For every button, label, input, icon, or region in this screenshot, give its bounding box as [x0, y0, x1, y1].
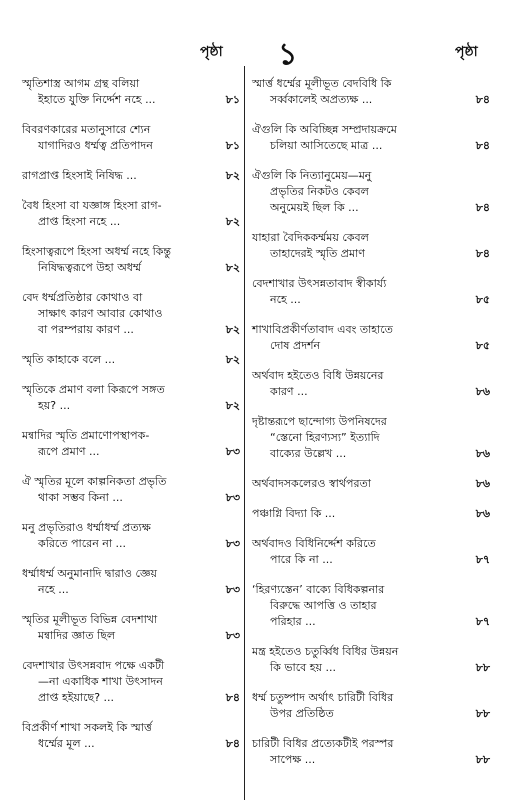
toc-entry-line: স্মৃতির মূলীভূত বিভিন্ন বেদশাখা	[22, 613, 158, 626]
toc-entry-line: যাগাদিরও ধর্ম্মত্ব প্রতিপাদন	[38, 139, 153, 152]
page-number: ১	[278, 37, 298, 72]
toc-entry-line: পরিহার ...	[270, 615, 316, 628]
toc-entry-text	[252, 414, 492, 462]
toc-entry	[252, 368, 492, 400]
toc-page-number: ৮৪	[225, 737, 240, 750]
toc-entry	[22, 428, 242, 460]
toc-page-number: ৮২	[225, 215, 240, 228]
right-column	[252, 62, 492, 768]
toc-page-number: ৮৬	[475, 447, 490, 460]
toc-page-number: ৮৮	[475, 707, 490, 720]
left-column	[22, 62, 242, 752]
toc-entry-line: যাহারা বৈদিককর্ম্মময় কেবল	[252, 231, 369, 244]
toc-entry-line: রাগপ্রাপ্ত হিংসাই নিষিদ্ধ ...	[22, 169, 137, 182]
toc-entry	[252, 322, 492, 354]
toc-page-number: ৮৫	[475, 293, 490, 306]
toc-entry-text	[22, 658, 242, 706]
toc-entry-line: বিপ্রকীর্ণ শাখা সকলই কি স্মার্ত্ত	[22, 721, 152, 734]
toc-entry-line: ঐগুলি কি নিত্যানুমেয়—মনু	[252, 169, 372, 182]
toc-page-number: ৮৩	[225, 491, 240, 504]
toc-entry	[252, 582, 492, 630]
toc-entry-line: নিষিদ্ধত্বরূপে উহা অধর্ম্ম	[38, 261, 142, 274]
toc-page-number: ৮৪	[475, 201, 490, 214]
toc-entry-line: অর্থবাদসকলেরও স্বার্থপরতা	[252, 477, 371, 490]
toc-entry-line: অর্থবাদ হইতেও বিধি উন্নয়নের	[252, 369, 384, 382]
toc-entry-text	[22, 76, 242, 108]
toc-entry-text	[22, 168, 242, 184]
toc-entry-line: করিতে পারেন না ...	[38, 537, 126, 550]
toc-entry-text	[22, 352, 242, 368]
toc-entry	[252, 644, 492, 676]
toc-entry-line: বিবরণকারের মতানুসারে শ্যেন	[22, 123, 151, 136]
toc-entry-line: চলিয়া আসিতেছে মাত্র ...	[270, 139, 383, 152]
toc-entry-line: ধর্ম্ম চতুষ্পাদ অর্থাৎ চারিটী বিধির	[252, 691, 394, 704]
toc-entry-line: ‘হিরণ্যস্তেন’ বাক্যে বিধিকল্পনার	[252, 583, 385, 596]
toc-entry	[22, 474, 242, 506]
toc-entry-line: মন্ত্র হইতেও চতুর্ব্বিধ বিধির উন্নয়ন	[252, 645, 399, 658]
page-header	[0, 30, 510, 72]
toc-page-number: ৮২	[225, 261, 240, 274]
toc-entry	[252, 736, 492, 768]
toc-entry-line: সর্ব্বকালেই অপ্রত্যক্ষ ...	[270, 93, 373, 106]
toc-page-number: ৮৩	[225, 629, 240, 642]
toc-entry-line: চারিটী বিধির প্রত্যেকটীই পরস্পর	[252, 737, 394, 750]
toc-entry-text	[22, 566, 242, 598]
left-page-label: পৃষ্ঠা	[200, 44, 223, 60]
toc-entry-text	[22, 198, 242, 230]
toc-entry	[22, 520, 242, 552]
toc-entry-line: ধর্ম্মের মূল ...	[38, 737, 95, 750]
toc-entry-line: ঐগুলি কি অবিচ্ছিন্ন সম্প্রদায়ক্রমে	[252, 123, 397, 136]
toc-page-number: ৮২	[225, 323, 240, 336]
toc-entry-line: মন্বাদির জ্ঞাত ছিল	[38, 629, 116, 642]
toc-page-number: ৮৪	[475, 247, 490, 260]
toc-entry-line: বিরুদ্ধে আপত্তি ও তাহার	[270, 599, 377, 612]
toc-entry-line: প্রভৃতির নিকটও কেবল	[270, 185, 369, 198]
toc-entry-line: বাক্যের উল্লেখ ...	[270, 447, 347, 460]
toc-entry	[252, 122, 492, 154]
toc-entry-line: কারণ ...	[270, 385, 308, 398]
toc-entry	[22, 720, 242, 752]
toc-page-number: ৮১	[225, 139, 240, 152]
toc-entry-line: —না একাধিক শাখা উৎসাদন	[38, 675, 163, 688]
toc-entry-line: হিংসাত্বরূপে হিংসা অধর্ম্ম নহে কিন্তু	[22, 245, 171, 258]
toc-entry-line: হয়? ...	[38, 399, 71, 412]
toc-entry-text	[252, 168, 492, 216]
toc-entry-line: নহে ...	[38, 583, 69, 596]
toc-page-number: ৮২	[225, 169, 240, 182]
toc-entry-text	[22, 612, 242, 644]
right-page-label: পৃষ্ঠা	[455, 44, 478, 60]
toc-entry-line: সাক্ষাৎ কারণ আবার কোথাও	[38, 307, 163, 320]
toc-entry-line: ধর্ম্মাধর্ম্ম অনুমানাদি দ্বারাও জ্ঞেয়	[22, 567, 157, 580]
toc-entry-line: বেদ ধর্ম্মপ্রতিষ্ঠার কোথাও বা	[22, 291, 143, 304]
toc-entry	[22, 122, 242, 154]
toc-entry-text	[22, 382, 242, 414]
toc-entry-line: মন্বাদির স্মৃতি প্রমাণোপস্থাপক-	[22, 429, 150, 442]
toc-entry	[252, 476, 492, 492]
toc-entry	[22, 658, 242, 706]
toc-entry	[22, 612, 242, 644]
toc-entry	[22, 76, 242, 108]
toc-page-number: ৮৪	[475, 139, 490, 152]
toc-entry	[22, 382, 242, 414]
toc-entry	[252, 690, 492, 722]
toc-entry-text	[252, 276, 492, 308]
toc-entry-text	[252, 368, 492, 400]
toc-entry-line: বেদশাখার উৎসন্নতাবাদ স্বীকার্য্য	[252, 277, 387, 290]
toc-entry-line: কি ভাবে হয় ...	[270, 661, 337, 674]
toc-entry	[252, 230, 492, 262]
toc-entry-line: স্মৃতিশাস্ত্র আগম গ্রন্থ বলিয়া	[22, 77, 140, 90]
toc-entry-text	[252, 536, 492, 568]
toc-entry-line: শাখাবিপ্রকীর্ণতাবাদ এবং তাহাতে	[252, 323, 393, 336]
toc-entry	[22, 352, 242, 368]
toc-entry-line: প্রাপ্ত হইয়াছে? ...	[38, 691, 115, 704]
toc-entry-line: তাহাদেরই স্মৃতি প্রমাণ	[270, 247, 365, 260]
toc-entry-text	[252, 582, 492, 630]
toc-page-number: ৮১	[225, 93, 240, 106]
toc-page-number: ৮৪	[225, 691, 240, 704]
toc-entry-line: বৈধ হিংসা বা যজ্ঞাঙ্গ হিংসা রাগ-	[22, 199, 162, 212]
toc-entry-line: বা পরম্পরায় কারণ ...	[38, 323, 134, 336]
toc-page-number: ৮২	[225, 399, 240, 412]
toc-entry	[252, 506, 492, 522]
toc-page-number: ৮৫	[475, 339, 490, 352]
toc-entry-text	[252, 122, 492, 154]
toc-entry-line: থাকা সম্ভব কিনা ...	[38, 491, 123, 504]
toc-page-number: ৮৪	[475, 93, 490, 106]
toc-entry	[252, 168, 492, 216]
toc-page-number: ৮৩	[225, 537, 240, 550]
toc-entry-text	[22, 122, 242, 154]
toc-entry-line: বেদশাখার উৎসন্নবাদ পক্ষে একটী	[22, 659, 165, 672]
toc-entry-text	[22, 474, 242, 506]
toc-entry-text	[252, 506, 492, 522]
toc-entry	[252, 536, 492, 568]
toc-entry-line: ঐ স্মৃতির মূলে কাল্পনিকতা প্রভৃতি	[22, 475, 167, 488]
toc-page-number: ৮৬	[475, 385, 490, 398]
toc-page-number: ৮৮	[475, 753, 490, 766]
toc-entry-text	[252, 230, 492, 262]
toc-entry-line: অর্থবাদও বিধিনির্দ্দেশ করিতে	[252, 537, 376, 550]
toc-entry-text	[22, 520, 242, 552]
toc-entry-text	[22, 428, 242, 460]
toc-page-number: ৮৮	[475, 661, 490, 674]
toc-entry-line: পারে কি না ...	[270, 553, 333, 566]
toc-entry-line: দোষ প্রদর্শন	[270, 339, 321, 352]
toc-entry-text	[252, 476, 492, 492]
toc-entry-line: মনু প্রভৃতিরাও ধর্ম্মাধর্ম্ম প্রত্যক্ষ	[22, 521, 151, 534]
toc-page-number: ৮৬	[475, 477, 490, 490]
toc-entry-text	[252, 322, 492, 354]
toc-entry-text	[252, 736, 492, 768]
toc-entry-text	[22, 720, 242, 752]
toc-entry-line: প্রাপ্ত হিংসা নহে ...	[38, 215, 121, 228]
toc-page-number: ৮২	[225, 353, 240, 366]
toc-entry	[252, 76, 492, 108]
toc-entry-line: রূপে প্রমাণ ...	[38, 445, 100, 458]
toc-entry	[22, 566, 242, 598]
toc-entry-line: অনুমেয়ই ছিল কি ...	[270, 201, 359, 214]
toc-page-number: ৮৭	[475, 553, 490, 566]
toc-entry-line: দৃষ্টান্তরূপে ছান্দোগ্য উপনিষদের	[252, 415, 387, 428]
toc-entry-text	[22, 244, 242, 276]
toc-page-number: ৮৩	[225, 445, 240, 458]
toc-entry	[252, 414, 492, 462]
toc-entry-line: “স্তেনো হিরণ্যস্য” ইত্যাদি	[270, 431, 380, 444]
column-divider	[244, 66, 245, 800]
toc-entry	[22, 290, 242, 338]
toc-entry	[252, 276, 492, 308]
toc-entry-line: পঞ্চাগ্নি বিদ্যা কি ...	[252, 507, 336, 520]
toc-page-number: ৮৭	[475, 615, 490, 628]
toc-entry-text	[252, 76, 492, 108]
toc-page-number: ৮৬	[475, 507, 490, 520]
toc-entry-line: নহে ...	[270, 293, 301, 306]
toc-entry-line: ইহাতে যুক্তি নির্দ্দেশ নহে ...	[38, 93, 156, 106]
toc-entry	[22, 244, 242, 276]
toc-entry-line: উপর প্রতিষ্ঠিত	[270, 707, 334, 720]
toc-entry-text	[252, 644, 492, 676]
toc-page-number: ৮৩	[225, 583, 240, 596]
toc-entry-text	[22, 290, 242, 338]
toc-entry-line: স্মৃতি কাহাকে বলে ...	[22, 353, 116, 366]
toc-entry	[22, 198, 242, 230]
toc-entry-line: স্মৃতিকে প্রমাণ বলা কিরূপে সঙ্গত	[22, 383, 165, 396]
toc-entry-line: সাপেক্ষ ...	[270, 753, 316, 766]
toc-entry	[22, 168, 242, 184]
toc-entry-text	[252, 690, 492, 722]
toc-entry-line: স্মার্ত্ত ধর্ম্মের মূলীভূত বেদবিধি কি	[252, 77, 392, 90]
